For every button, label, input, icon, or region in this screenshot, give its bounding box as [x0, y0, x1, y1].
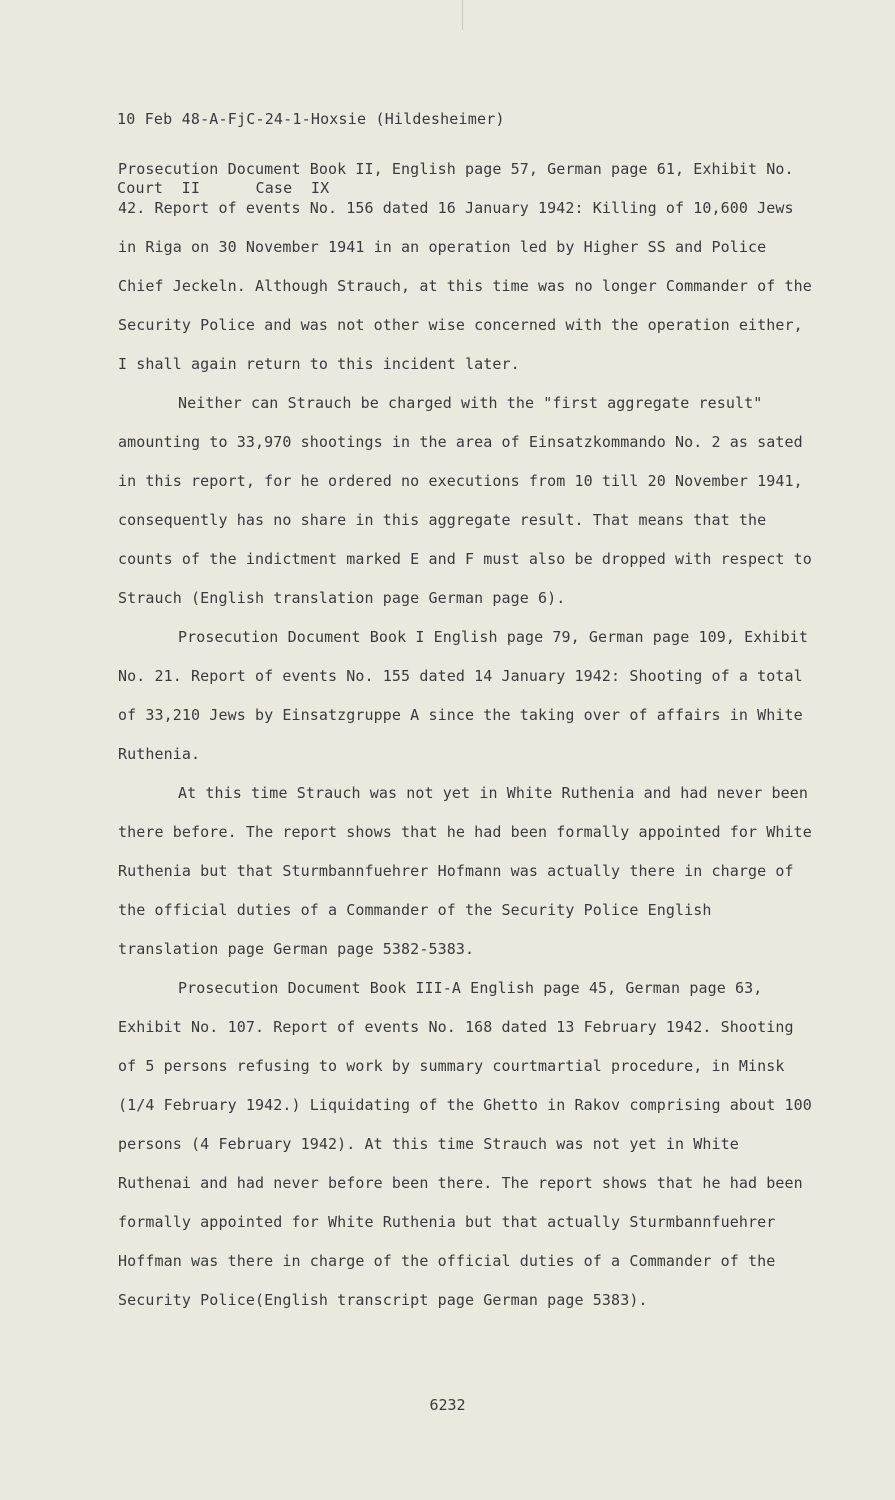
- header-line-1: 10 Feb 48-A-FjC-24-1-Hoxsie (Hildesheimer): [117, 110, 505, 128]
- paragraph-5: Prosecution Document Book III-A English page 45, German page 63, Exhibit No. 107. Report of events No. 168 dated 13 February 1942. Shooting of 5 persons refusing to work by summary courtmartial procedure, in Minsk (1/4 February 1942.) Liquidating of the Ghetto in Rakov comprising about 100 persons (4 February 1942). At this time Strauch was not yet in White Ruthenai and had never before been there. The report shows that he had been formally appointed for White Ruthenia but that actually Sturmbannfuehrer Hoffman was there in charge of the official duties of a Commander of the Security Police(English transcript page German page 5383).: [118, 979, 812, 1309]
- paragraph-2: Neither can Strauch be charged with the "first aggregate result" amounting to 33,970 shootings in the area of Einsatzkommando No. 2 as sated in this report, for he ordered no executions from 10 till 20 November 1941, consequently has no share in this aggregate result. That means that the counts of the indictment marked E and F must also be dropped with respect to Strauch (English translation page German page 6).: [118, 394, 812, 607]
- document-body: [118, 150, 818, 1320]
- fold-mark: [462, 0, 463, 30]
- header-line-2: Court II Case IX: [117, 179, 330, 197]
- page-number: 6232: [429, 1396, 466, 1414]
- paragraph-4: At this time Strauch was not yet in White Ruthenia and had never been there before. The report shows that he had been formally appointed for White Ruthenia but that Sturmbannfuehrer Hofmann was actually there in charge of the official duties of a Commander of the Security Police English translation page German page 5382-5383.: [118, 784, 812, 958]
- paragraph-3: Prosecution Document Book I English page 79, German page 109, Exhibit No. 21. Report of events No. 155 dated 14 January 1942: Shooting of a total of 33,210 Jews by Einsatzgruppe A since the taking over of affairs in White Ruthenia.: [118, 628, 809, 763]
- paragraph-1: Prosecution Document Book II, English page 57, German page 61, Exhibit No. 42. Report of events No. 156 dated 16 January 1942: Killing of 10,600 Jews in Riga on 30 November 1941 in an operation led by Higher SS and Police Chief Jeckeln. Although Strauch, at this time was no longer Commander of the Security Police and was not other wise concerned with the operation either, I shall again return to this incident later.: [118, 160, 812, 373]
